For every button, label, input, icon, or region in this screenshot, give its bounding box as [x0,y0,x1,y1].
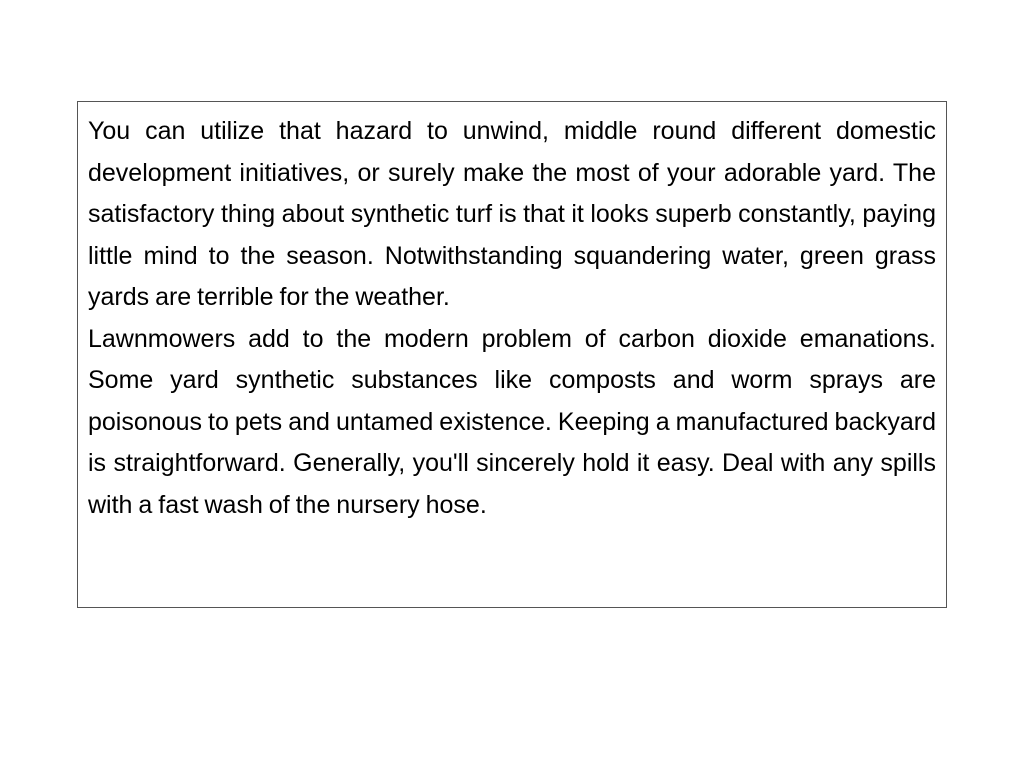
paragraph-1: You can utilize that hazard to unwind, middle round different domestic development initiatives, or surely make the most of your adorable yard. The satisfactory thing about synthetic turf is that it looks superb constantly, paying little mind to the season. Notwithstanding squandering water, green grass yards are terrible for the weather. [88,117,936,311]
paragraph-2: Lawnmowers add to the modern problem of carbon dioxide emanations. Some yard synthetic substances like composts and worm sprays are poisonous to pets and untamed existence. Keeping a manufactured backyard is straightforward. Generally, you'll sincerely hold it easy. Deal with any spills with a fast wash of the nursery hose. [88,324,936,519]
text-box [77,101,947,608]
